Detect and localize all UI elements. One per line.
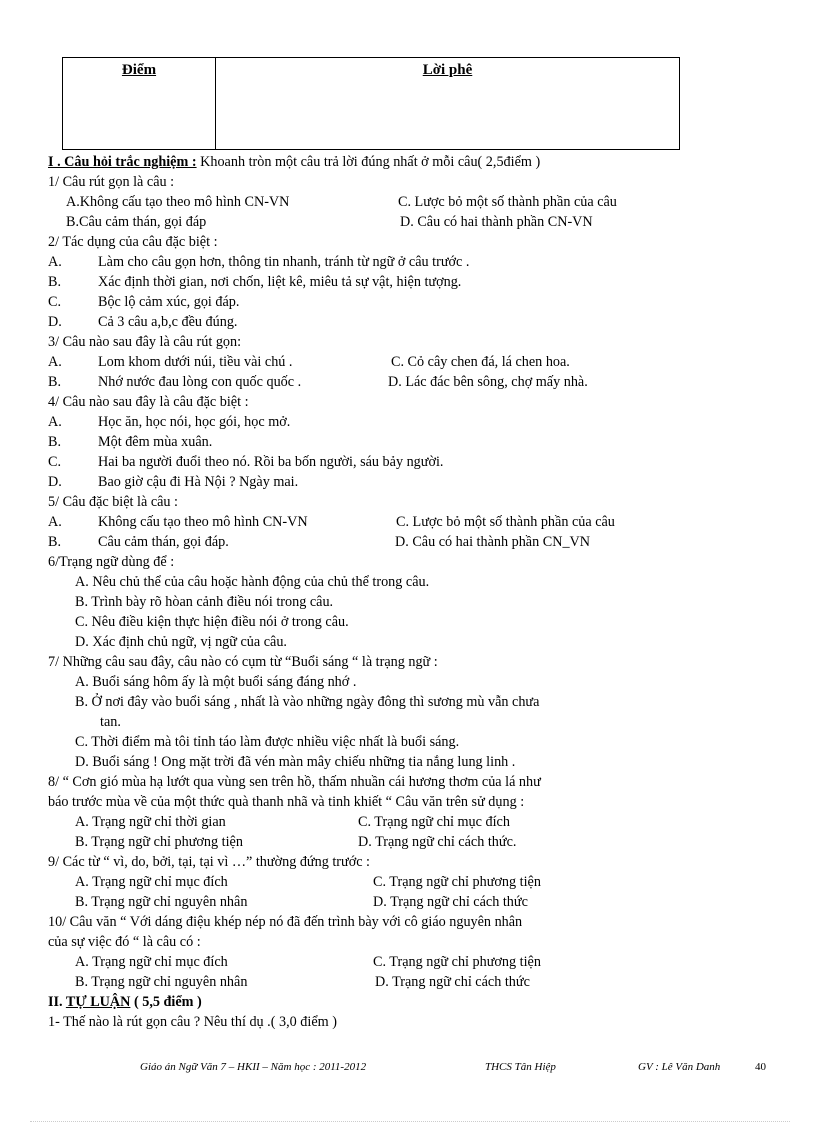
option-row xyxy=(48,952,688,972)
option-c: C. Cỏ cây chen đá, lá chen hoa. xyxy=(391,354,570,370)
option-c xyxy=(48,292,688,312)
option-c: C. Nêu điều kiện thực hiện điều nói ở trong câu. xyxy=(75,614,349,630)
option-row xyxy=(48,532,688,552)
option-c xyxy=(48,452,688,472)
option-label: A. xyxy=(48,414,62,430)
option-b: B. Ở nơi đây vào buổi sáng , nhất là vào những ngày đông thì sương mù vẫn chưa xyxy=(75,694,540,710)
page-footer xyxy=(0,1061,816,1081)
comment-cell: Lời phê xyxy=(422,62,473,78)
option-c: C. Lược bỏ một số thành phần của câu xyxy=(398,194,617,210)
option-row xyxy=(48,372,688,392)
question-10-continued: của sự việc đó “ là câu có : xyxy=(48,934,201,950)
question-8: 8/ “ Cơn gió mùa hạ lướt qua vùng sen trên hồ, thấm nhuần cái hương thơm của lá như xyxy=(48,774,541,790)
option-row xyxy=(48,512,688,532)
option-row xyxy=(48,812,688,832)
section1-instruction: Khoanh tròn một câu trả lời đúng nhất ở mỗi câu( 2,5điểm ) xyxy=(196,154,541,170)
section2-heading-line xyxy=(48,992,688,1012)
option-b: B. Trạng ngữ chỉ nguyên nhân xyxy=(75,974,248,990)
option-text: Làm cho câu gọn hơn, thông tin nhanh, tránh từ ngữ ở câu trước . xyxy=(98,254,470,270)
question-7: 7/ Những câu sau đây, câu nào có cụm từ “Buổi sáng “ là trạng ngữ : xyxy=(48,654,438,670)
question-10: 10/ Câu văn “ Với dáng điệu khép nép nó đã đến trình bày với cô giáo nguyên nhân xyxy=(48,914,523,930)
option-d: D. Xác định chủ ngữ, vị ngữ của câu. xyxy=(75,634,287,650)
option-a: A. Trạng ngữ chỉ mục đích xyxy=(75,954,228,970)
essay-question-1: 1- Thế nào là rút gọn câu ? Nêu thí dụ .( 3,0 điểm ) xyxy=(48,1014,337,1030)
option-label: C. xyxy=(48,294,62,310)
option-a: Không cấu tạo theo mô hình CN-VN xyxy=(98,514,308,530)
question-4: 4/ Câu nào sau đây là câu đặc biệt : xyxy=(48,394,249,410)
option-d: D. Câu có hai thành phần CN_VN xyxy=(395,534,591,550)
option-d: D. Lác đác bên sông, chợ mấy nhà. xyxy=(388,374,588,390)
option-a: A. Nêu chủ thể của câu hoặc hành động của chủ thể trong câu. xyxy=(75,574,430,590)
option-a xyxy=(48,412,688,432)
option-a: A. Trạng ngữ chỉ mục đích xyxy=(75,874,228,890)
score-cell: Điểm xyxy=(63,58,216,149)
option-label: B. xyxy=(48,434,62,450)
option-c: C. Thời điểm mà tôi tỉnh táo làm được nhiều việc nhất là buổi sáng. xyxy=(75,734,460,750)
exam-content xyxy=(48,152,688,1032)
option-a: A. Buổi sáng hôm ấy là một buổi sáng đáng nhớ . xyxy=(75,674,357,690)
question-8-continued: báo trước mùa về của một thức quà thanh nhã và tinh khiết “ Câu văn trên sử dụng : xyxy=(48,794,525,810)
option-row xyxy=(48,832,688,852)
option-c: C. Trạng ngữ chỉ phương tiện xyxy=(373,874,541,890)
option-label: A. xyxy=(48,514,62,530)
question-3: 3/ Câu nào sau đây là câu rút gọn: xyxy=(48,334,242,350)
option-label: A. xyxy=(48,354,62,370)
option-b-continued: tan. xyxy=(100,714,121,730)
option-label: D. xyxy=(48,314,62,330)
option-label: B. xyxy=(48,274,62,290)
option-text: Một đêm mùa xuân. xyxy=(98,434,213,450)
option-b: B. Trạng ngữ chỉ nguyên nhân xyxy=(75,894,248,910)
option-d xyxy=(48,472,688,492)
option-a: A.Không cấu tạo theo mô hình CN-VN xyxy=(66,194,290,210)
option-row xyxy=(48,972,688,992)
option-text: Hai ba người đuổi theo nó. Rồi ba bốn người, sáu bảy người. xyxy=(98,454,444,470)
option-b: B.Câu cảm thán, gọi đáp xyxy=(66,214,207,230)
question-6: 6/Trạng ngữ dùng để : xyxy=(48,554,175,570)
option-b: Câu cảm thán, gọi đáp. xyxy=(98,534,229,550)
section1-heading: I . Câu hỏi trắc nghiệm : xyxy=(48,154,197,170)
option-text: Cả 3 câu a,b,c đều đúng. xyxy=(98,314,238,330)
question-1: 1/ Câu rút gọn là câu : xyxy=(48,174,175,190)
option-d: D. Câu có hai thành phần CN-VN xyxy=(400,214,593,230)
option-c: C. Trạng ngữ chỉ phương tiện xyxy=(373,954,541,970)
option-row xyxy=(48,872,688,892)
page-number: 40 xyxy=(755,1061,766,1073)
option-b xyxy=(48,272,688,292)
question-9: 9/ Các từ “ vì, do, bởi, tại, tại vì …” thường đứng trước : xyxy=(48,854,370,870)
option-label: A. xyxy=(48,254,62,270)
option-label: D. xyxy=(48,474,62,490)
option-row xyxy=(48,352,688,372)
option-label: B. xyxy=(48,374,62,390)
option-text: Học ăn, học nói, học gói, học mở. xyxy=(98,414,291,430)
footer-teacher: GV : Lê Văn Danh xyxy=(638,1061,721,1073)
option-b xyxy=(48,432,688,452)
option-text: Xác định thời gian, nơi chốn, liệt kê, miêu tả sự vật, hiện tượng. xyxy=(98,274,462,290)
section2-heading: TỰ LUẬN xyxy=(65,994,131,1010)
option-row xyxy=(48,192,688,212)
option-a xyxy=(48,252,688,272)
option-label: B. xyxy=(48,534,62,550)
footer-course: Giáo án Ngữ Văn 7 – HKII – Năm học : 2011-2012 xyxy=(140,1061,367,1073)
section2-roman: II. xyxy=(48,994,66,1010)
option-c: C. Lược bỏ một số thành phần của câu xyxy=(396,514,615,530)
option-d xyxy=(48,312,688,332)
option-c: C. Trạng ngữ chỉ mục đích xyxy=(358,814,510,830)
option-row xyxy=(48,892,688,912)
score-table xyxy=(62,57,680,150)
option-d: D. Trạng ngữ chỉ cách thức xyxy=(373,894,528,910)
section2-points: ( 5,5 điểm ) xyxy=(130,994,202,1010)
footer-school: THCS Tân Hiệp xyxy=(485,1061,556,1073)
option-text: Bộc lộ cảm xúc, gọi đáp. xyxy=(98,294,240,310)
option-label: C. xyxy=(48,454,62,470)
option-row xyxy=(48,212,688,232)
option-a: A. Trạng ngữ chỉ thời gian xyxy=(75,814,226,830)
bottom-divider xyxy=(30,1121,790,1122)
option-d: D. Buổi sáng ! Ong mặt trời đã vén màn mây chiếu những tia nắng lung linh . xyxy=(75,754,516,770)
option-b: B. Trạng ngữ chỉ phương tiện xyxy=(75,834,243,850)
option-d: D. Trạng ngữ chỉ cách thức. xyxy=(358,834,517,850)
option-d: D. Trạng ngữ chỉ cách thức xyxy=(375,974,530,990)
option-b: B. Trình bày rõ hòan cảnh điều nói trong câu. xyxy=(75,594,334,610)
section1-heading-line xyxy=(48,152,688,172)
option-b: Nhớ nước đau lòng con quốc quốc . xyxy=(98,374,302,390)
option-text: Bao giờ cậu đi Hà Nội ? Ngày mai. xyxy=(98,474,299,490)
option-a: Lom khom dưới núi, tiều vài chú . xyxy=(98,354,293,370)
question-2: 2/ Tác dụng của câu đặc biệt : xyxy=(48,234,218,250)
question-5: 5/ Câu đặc biệt là câu : xyxy=(48,494,179,510)
